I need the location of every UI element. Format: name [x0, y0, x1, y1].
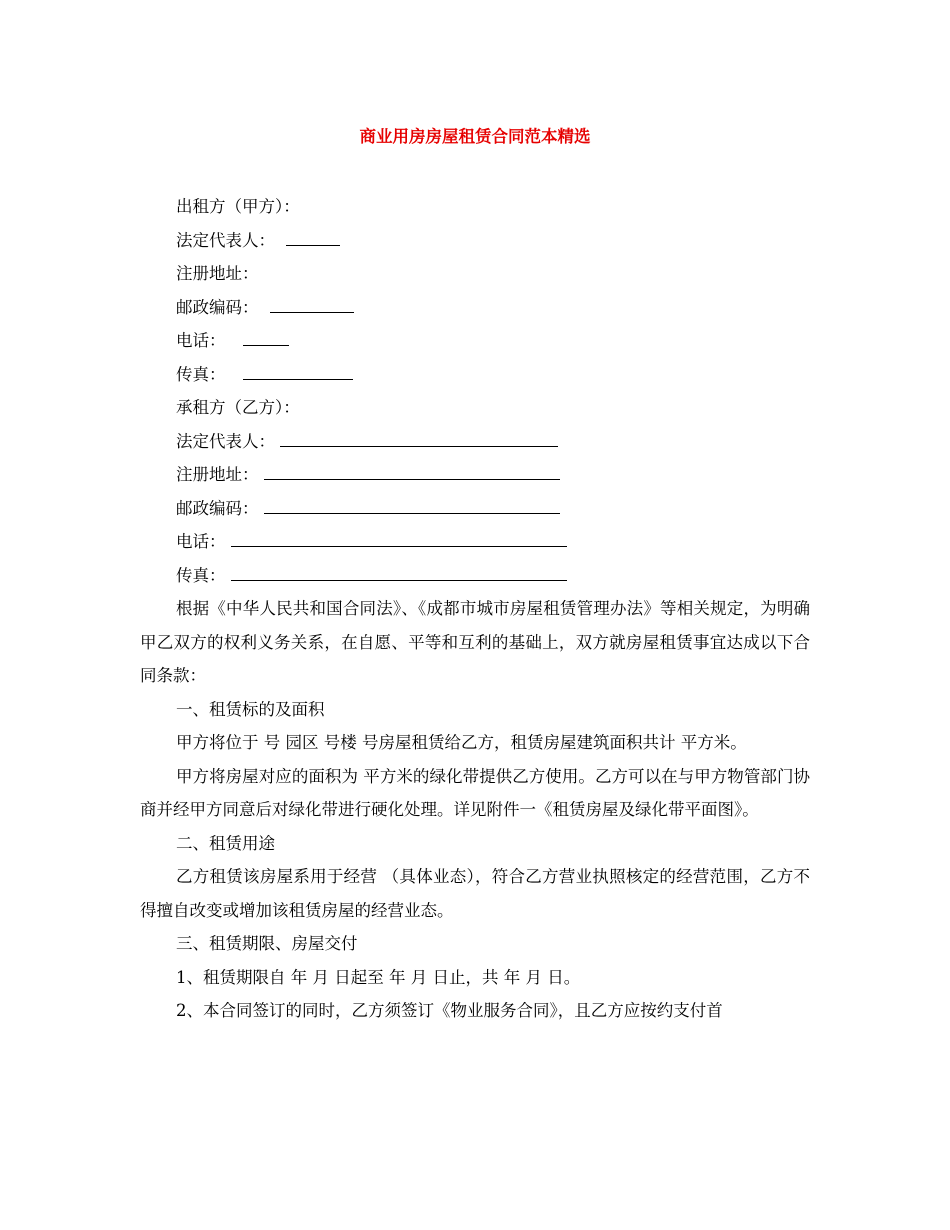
contract-body: [140, 592, 810, 1028]
lessor-postcode-field: 邮政编码：: [176, 295, 354, 321]
section-heading: 三、租赁期限、房屋交付: [176, 934, 358, 953]
lessee-address-field: 注册地址：: [176, 462, 560, 488]
blank-line: [270, 311, 354, 313]
body-paragraph: 乙方租赁该房屋系用于经营 （具体业态），符合乙方营业执照核定的经营范围，乙方不得擅自改变或增加该租赁房屋的经营业态。: [140, 867, 810, 920]
lessee-heading: 承租方（乙方）：: [176, 398, 300, 417]
blank-line: [231, 545, 567, 547]
section-heading: 二、租赁用途: [176, 833, 275, 853]
lessor-fax-field: 传真：: [176, 362, 353, 388]
blank-line: [286, 244, 340, 246]
blank-line: [243, 378, 353, 380]
body-paragraph: 1、租赁期限自 年 月 日起至 年 月 日止，共 年 月 日。: [176, 967, 581, 987]
blank-line: [280, 445, 558, 447]
lessee-postcode-field: 邮政编码：: [176, 496, 560, 522]
lessor-rep-field: 法定代表人：: [176, 228, 340, 254]
lessor-address-field: 注册地址：: [176, 264, 259, 283]
body-paragraph: 甲方将房屋对应的面积为 平方米的绿化带提供乙方使用。乙方可以在与甲方物管部门协商并经甲方同意后对绿化带进行硬化处理。详见附件一《租赁房屋及绿化带平面图》。: [140, 766, 810, 819]
blank-line: [231, 579, 567, 581]
blank-line: [264, 512, 560, 514]
blank-line: [243, 344, 289, 346]
lessee-phone-field: 电话：: [176, 529, 567, 555]
blank-line: [264, 478, 560, 480]
body-paragraph: 甲方将位于 号 园区 号楼 号房屋租赁给乙方，租赁房屋建筑面积共计 平方米。: [176, 733, 747, 752]
lessor-phone-field: 电话：: [176, 328, 289, 354]
preamble-paragraph: 根据《中华人民共和国合同法》、《成都市城市房屋租赁管理办法》等相关规定，为明确甲乙双方的权利义务关系，在自愿、平等和互利的基础上，双方就房屋租赁事宜达成以下合同条款：: [140, 599, 810, 685]
document-title: 商业用房房屋租赁合同范本精选: [359, 127, 591, 146]
lessee-fax-field: 传真：: [176, 563, 567, 589]
section-heading: 一、租赁标的及面积: [176, 699, 325, 719]
lessor-heading: 出租方（甲方）：: [176, 197, 300, 216]
body-paragraph: 2、本合同签订的同时，乙方须签订《物业服务合同》，且乙方应按约支付首: [176, 1001, 723, 1020]
lessee-rep-field: 法定代表人：: [176, 429, 558, 455]
